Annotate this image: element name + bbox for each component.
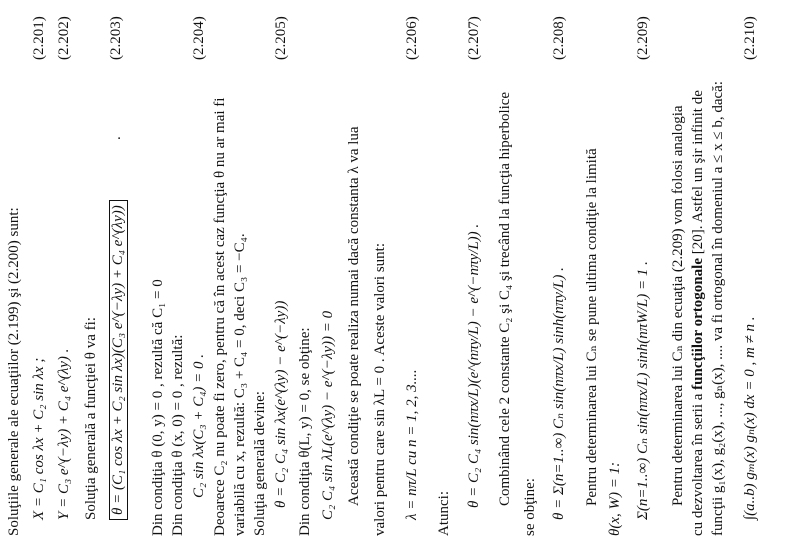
line-text: valori pentru care sin λL = 0 . Aceste valori sunt: <box>372 242 388 536</box>
equation-number: (2.207) <box>466 16 482 60</box>
line-text: Pentru determinarea lui Cₙ se pune ultima condiţie la limită <box>584 148 600 506</box>
equation-text: C₂ sin λx(C₃ + C₄) = 0 . <box>191 353 207 498</box>
equation-number: (2.202) <box>56 16 72 60</box>
equation-text: θ = C₂ C₄ sin(nπx/L)(e^(nπy/L) − e^(−nπy/L)) . <box>466 223 482 508</box>
equation-number: (2.201) <box>31 16 47 60</box>
line-text: cu dezvoltarea în serii a <box>690 389 706 536</box>
line-text: Soluţiile generale ale ecuaţiilor (2.199) şi (2.200) sunt: <box>6 207 22 536</box>
equation-number: (2.209) <box>635 16 651 60</box>
line-text: variabilă cu x, rezultă: C₃ + C₄ = 0, deci C₃ = −C₄. <box>232 233 248 536</box>
bold-term: funcţiilor ortogonale <box>690 258 706 390</box>
line-text-group <box>691 90 706 536</box>
equation-number: (2.204) <box>191 16 207 60</box>
equation-text: θ = C₂ C₄ sin λx(e^(λy) − e^(−λy)) <box>273 300 289 508</box>
line-text: Deoarece C₂ nu poate fi zero, pentru că în acest caz funcţia θ nu ar mai fi <box>212 97 228 536</box>
line-text: Combinând cele 2 constante C₂ şi C₄ şi trecând la funcţia hiperbolice <box>497 91 513 506</box>
line-text: Din condiţia θ(L, y) = 0, se obţine: <box>297 327 313 536</box>
equation-number: (2.203) <box>108 16 124 60</box>
line-text: Această condiţie se poate realiza numai dacă constanta λ va lua <box>346 126 362 506</box>
line-text: Soluţia generală a funcţiei θ va fi: <box>83 317 99 520</box>
equation-text: λ = nπ/L cu n = 1, 2, 3.... <box>404 369 420 520</box>
equation-number: (2.205) <box>273 16 289 60</box>
equation-text: C₂ C₄ sin λL(e^(λy) − e^(−λy)) = 0 <box>320 310 336 520</box>
equation-text: X = C₁ cos λx + C₂ sin λx ; <box>31 357 47 520</box>
line-text: Din condiţia θ (0, y) = 0 , rezultă că C₁ = 0 <box>150 279 166 536</box>
line-text: Din condiţia θ (x, 0) = 0 , rezultă: <box>170 334 186 536</box>
equation-number: (2.208) <box>551 16 567 60</box>
line-text: Soluţia generală devine: <box>252 391 268 536</box>
equation-text: θ = Σ(n=1..∞) Cₙ sin(nπx/L) sinh(nπy/L) . <box>551 267 567 520</box>
line-text: funcţii g₁(x), g₂(x), ..., gₙ(x), .... va fi ortogonal în domeniul a ≤ x ≤ b, dacă: <box>710 81 726 536</box>
line-text: Pentru determinarea lui Cₙ din ecuaţia (2.209) vom folosi analogia <box>670 105 686 506</box>
line-text: θ(x, W) = 1: <box>607 461 623 536</box>
equation-number: (2.210) <box>742 16 758 60</box>
line-text: [20]. Astfel un şir infinit de <box>690 90 706 259</box>
line-text: Atunci: <box>436 491 452 536</box>
boxed-equation: θ = (C₁ cos λx + C₂ sin λx)(C₃ e^(−λy) + C₄ e^(λy)) <box>109 200 128 520</box>
line-text: se obţine: <box>522 478 538 536</box>
equation-text: Y = C₃ e^(−λy) + C₄ e^(λy) . <box>56 348 72 520</box>
equation-number: (2.206) <box>404 16 420 60</box>
equation-text: Σ(n=1..∞) Cₙ sin(nπx/L) sinh(nπW/L) = 1 . <box>635 261 651 520</box>
equation-period: . <box>108 136 124 140</box>
equation-text: ∫(a..b) gₘ(x) gₙ(x) dx = 0 , m ≠ n . <box>742 316 758 520</box>
